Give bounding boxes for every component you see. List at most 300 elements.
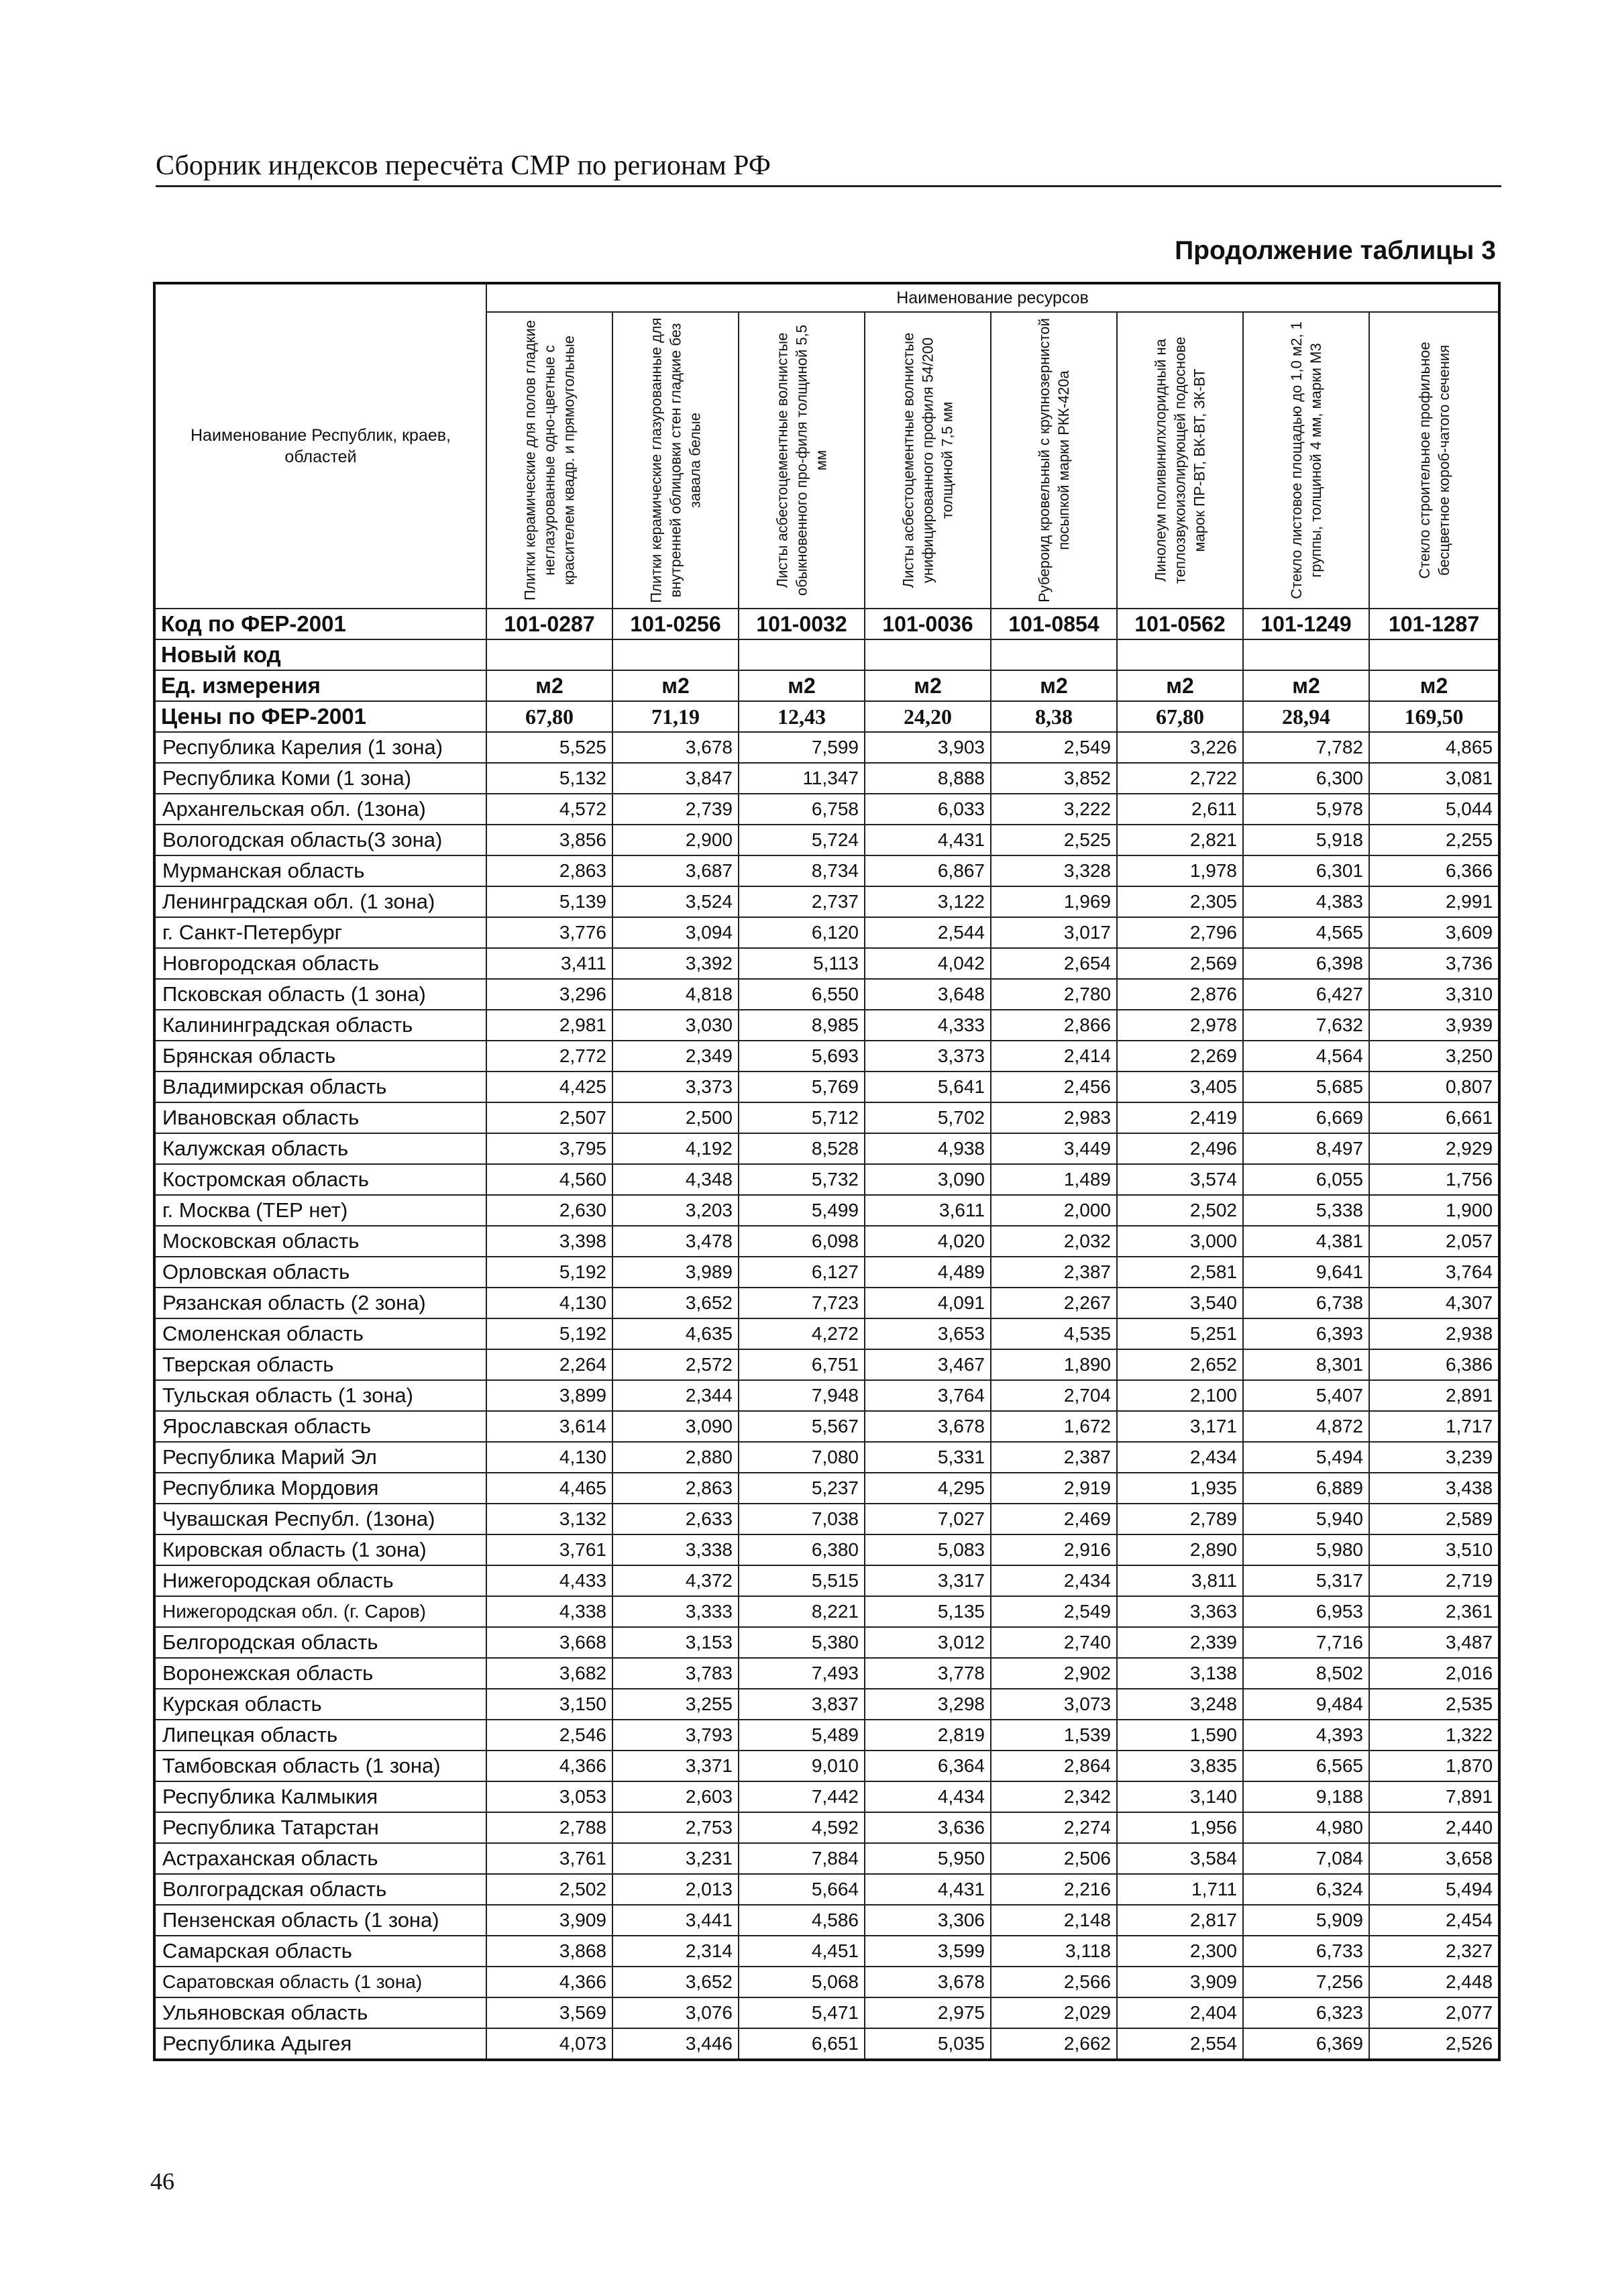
index-value: 3,405	[1117, 1072, 1243, 1102]
index-value: 2,032	[991, 1226, 1117, 1257]
index-value: 2,652	[1117, 1349, 1243, 1380]
index-value: 3,012	[865, 1627, 991, 1658]
index-value: 2,502	[486, 1874, 612, 1905]
index-value: 5,499	[739, 1195, 865, 1226]
index-value: 2,789	[1117, 1504, 1243, 1534]
index-value: 3,392	[612, 948, 739, 979]
index-value: 4,333	[865, 1010, 991, 1041]
index-value: 2,314	[612, 1936, 739, 1967]
index-value: 3,363	[1117, 1596, 1243, 1627]
index-value: 2,148	[991, 1905, 1117, 1936]
index-value: 1,322	[1369, 1720, 1499, 1751]
index-value: 6,055	[1243, 1164, 1369, 1195]
index-value: 7,080	[739, 1442, 865, 1473]
index-value: 2,349	[612, 1041, 739, 1072]
price-cell: 67,80	[1117, 701, 1243, 732]
index-value: 3,761	[486, 1843, 612, 1874]
resource-column-title: Линолеум поливинилхлоридный на теплозвукоизолирующей подоснове марок ПР-ВТ, ВК-ВТ, ЗК-ВТ	[1152, 336, 1208, 584]
index-value: 2,740	[991, 1627, 1117, 1658]
index-value: 4,865	[1369, 732, 1499, 763]
index-value: 4,434	[865, 1781, 991, 1812]
index-value: 5,940	[1243, 1504, 1369, 1534]
index-value: 2,978	[1117, 1010, 1243, 1041]
index-value: 6,669	[1243, 1102, 1369, 1133]
unit-cell: м2	[1117, 670, 1243, 701]
table-row	[154, 1349, 1499, 1380]
index-value: 5,489	[739, 1720, 865, 1751]
new-code-cell	[865, 639, 991, 670]
index-value: 6,393	[1243, 1318, 1369, 1349]
index-value: 3,837	[739, 1689, 865, 1720]
index-value: 2,633	[612, 1504, 739, 1534]
index-value: 3,017	[991, 917, 1117, 948]
unit-cell: м2	[991, 670, 1117, 701]
region-name: Тверская область	[154, 1349, 486, 1380]
index-value: 3,150	[486, 1689, 612, 1720]
table-row	[154, 1010, 1499, 1041]
table-row	[154, 2028, 1499, 2060]
resource-column-title: Плитки керамические для полов гладкие неглазурованные одно-цветные с красителем квадр. и прямоугольные	[521, 319, 578, 601]
table-row	[154, 1041, 1499, 1072]
index-value: 2,456	[991, 1072, 1117, 1102]
index-value: 3,239	[1369, 1442, 1499, 1473]
index-value: 7,599	[739, 732, 865, 763]
index-value: 6,301	[1243, 855, 1369, 886]
table-row	[154, 1812, 1499, 1843]
index-value: 3,652	[612, 1967, 739, 1997]
index-value: 6,398	[1243, 948, 1369, 979]
table-row	[154, 732, 1499, 763]
index-value: 3,652	[612, 1288, 739, 1318]
index-value: 3,783	[612, 1658, 739, 1689]
new-code-row	[154, 639, 1499, 670]
price-label: Цены по ФЕР-2001	[154, 701, 486, 732]
index-value: 5,317	[1243, 1565, 1369, 1596]
region-name: Ивановская область	[154, 1102, 486, 1133]
table-row	[154, 1720, 1499, 1751]
index-value: 2,611	[1117, 794, 1243, 825]
resource-column-title: Листы асбестоцементные волнистые унифицированного профиля 54/200 толщиной 7,5 мм	[900, 332, 956, 588]
index-value: 3,140	[1117, 1781, 1243, 1812]
index-value: 2,013	[612, 1874, 739, 1905]
index-value: 1,900	[1369, 1195, 1499, 1226]
index-value: 3,899	[486, 1380, 612, 1411]
region-name: Республика Калмыкия	[154, 1781, 486, 1812]
index-value: 4,433	[486, 1565, 612, 1596]
index-value: 6,380	[739, 1534, 865, 1565]
region-name: Курская область	[154, 1689, 486, 1720]
index-value: 3,373	[865, 1041, 991, 1072]
index-value: 5,044	[1369, 794, 1499, 825]
table-row	[154, 1411, 1499, 1442]
index-value: 4,425	[486, 1072, 612, 1102]
index-value: 1,969	[991, 886, 1117, 917]
table-row	[154, 1534, 1499, 1565]
index-value: 4,572	[486, 794, 612, 825]
price-row	[154, 701, 1499, 732]
table-row	[154, 855, 1499, 886]
index-value: 3,778	[865, 1658, 991, 1689]
index-value: 4,338	[486, 1596, 612, 1627]
index-value: 11,347	[739, 763, 865, 794]
index-value: 2,780	[991, 979, 1117, 1010]
index-value: 8,301	[1243, 1349, 1369, 1380]
table-row	[154, 1751, 1499, 1781]
index-value: 7,493	[739, 1658, 865, 1689]
unit-cell: м2	[486, 670, 612, 701]
index-value: 3,909	[486, 1905, 612, 1936]
resource-column-title: Стекло листовое площадью до 1,0 м2, 1 группы, толщиной 4 мм, марки М3	[1288, 321, 1324, 599]
region-name: Астраханская область	[154, 1843, 486, 1874]
region-name: Костромская область	[154, 1164, 486, 1195]
index-value: 2,880	[612, 1442, 739, 1473]
index-value: 2,569	[1117, 948, 1243, 979]
table-row	[154, 1997, 1499, 2028]
resource-column-header	[486, 312, 612, 609]
table-row	[154, 1596, 1499, 1627]
region-name: Республика Коми (1 зона)	[154, 763, 486, 794]
region-name: Чувашская Республ. (1зона)	[154, 1504, 486, 1534]
index-value: 2,525	[991, 825, 1117, 855]
index-value: 5,338	[1243, 1195, 1369, 1226]
index-value: 3,000	[1117, 1226, 1243, 1257]
index-value: 2,589	[1369, 1504, 1499, 1534]
index-value: 4,366	[486, 1967, 612, 1997]
index-value: 2,029	[991, 1997, 1117, 2028]
index-value: 1,756	[1369, 1164, 1499, 1195]
index-value: 2,339	[1117, 1627, 1243, 1658]
code-cell: 101-0032	[739, 609, 865, 639]
table-row	[154, 1504, 1499, 1534]
price-cell: 71,19	[612, 701, 739, 732]
index-value: 2,269	[1117, 1041, 1243, 1072]
index-value: 4,489	[865, 1257, 991, 1288]
index-value: 1,870	[1369, 1751, 1499, 1781]
index-value: 6,565	[1243, 1751, 1369, 1781]
index-value: 3,614	[486, 1411, 612, 1442]
index-value: 2,016	[1369, 1658, 1499, 1689]
index-value: 4,818	[612, 979, 739, 1010]
index-value: 2,404	[1117, 1997, 1243, 2028]
table-row	[154, 825, 1499, 855]
page-number: 46	[150, 2168, 174, 2195]
code-cell: 101-1287	[1369, 609, 1499, 639]
index-value: 2,000	[991, 1195, 1117, 1226]
index-value: 3,678	[865, 1967, 991, 1997]
index-value: 2,434	[1117, 1442, 1243, 1473]
new-code-cell	[486, 639, 612, 670]
index-value: 3,122	[865, 886, 991, 917]
region-name: Республика Мордовия	[154, 1473, 486, 1504]
index-value: 2,866	[991, 1010, 1117, 1041]
index-value: 3,203	[612, 1195, 739, 1226]
region-name: Мурманская область	[154, 855, 486, 886]
region-column-header: Наименование Республик, краев, областей	[154, 283, 486, 609]
code-label: Код по ФЕР-2001	[154, 609, 486, 639]
index-value: 3,636	[865, 1812, 991, 1843]
index-value: 6,364	[865, 1751, 991, 1781]
index-value: 3,682	[486, 1658, 612, 1689]
index-value: 3,222	[991, 794, 1117, 825]
index-value: 3,653	[865, 1318, 991, 1349]
region-name: Ленинградская обл. (1 зона)	[154, 886, 486, 917]
index-value: 2,344	[612, 1380, 739, 1411]
index-value: 2,772	[486, 1041, 612, 1072]
index-value: 2,526	[1369, 2028, 1499, 2060]
index-value: 8,734	[739, 855, 865, 886]
index-value: 3,231	[612, 1843, 739, 1874]
index-value: 2,863	[612, 1473, 739, 1504]
index-value: 2,566	[991, 1967, 1117, 1997]
index-value: 4,295	[865, 1473, 991, 1504]
index-value: 3,658	[1369, 1843, 1499, 1874]
index-value: 1,956	[1117, 1812, 1243, 1843]
index-value: 3,761	[486, 1534, 612, 1565]
index-value: 2,361	[1369, 1596, 1499, 1627]
region-name: Архангельская обл. (1зона)	[154, 794, 486, 825]
index-value: 6,733	[1243, 1936, 1369, 1967]
table-row	[154, 1133, 1499, 1164]
index-value: 3,081	[1369, 763, 1499, 794]
index-value: 4,130	[486, 1288, 612, 1318]
index-value: 7,891	[1369, 1781, 1499, 1812]
index-value: 2,549	[991, 1596, 1117, 1627]
index-value: 1,717	[1369, 1411, 1499, 1442]
table-row	[154, 794, 1499, 825]
index-value: 2,502	[1117, 1195, 1243, 1226]
index-value: 5,515	[739, 1565, 865, 1596]
index-value: 3,569	[486, 1997, 612, 2028]
index-value: 2,863	[486, 855, 612, 886]
region-name: Вологодская область(3 зона)	[154, 825, 486, 855]
index-value: 5,083	[865, 1534, 991, 1565]
index-value: 8,497	[1243, 1133, 1369, 1164]
index-value: 2,507	[486, 1102, 612, 1133]
index-value: 3,487	[1369, 1627, 1499, 1658]
table-row	[154, 886, 1499, 917]
index-value: 2,414	[991, 1041, 1117, 1072]
index-value: 3,852	[991, 763, 1117, 794]
table-row	[154, 1288, 1499, 1318]
table-row	[154, 1102, 1499, 1133]
index-value: 3,094	[612, 917, 739, 948]
index-value: 2,719	[1369, 1565, 1499, 1596]
index-value: 5,139	[486, 886, 612, 917]
index-value: 3,153	[612, 1627, 739, 1658]
index-value: 1,672	[991, 1411, 1117, 1442]
index-value: 7,716	[1243, 1627, 1369, 1658]
index-value: 2,535	[1369, 1689, 1499, 1720]
index-value: 4,980	[1243, 1812, 1369, 1843]
index-value: 6,369	[1243, 2028, 1369, 2060]
new-code-cell	[612, 639, 739, 670]
index-value: 3,306	[865, 1905, 991, 1936]
index-value: 5,192	[486, 1318, 612, 1349]
table-row	[154, 1072, 1499, 1102]
index-value: 3,132	[486, 1504, 612, 1534]
index-value: 3,118	[991, 1936, 1117, 1967]
index-value: 0,807	[1369, 1072, 1499, 1102]
index-value: 6,300	[1243, 763, 1369, 794]
index-value: 3,333	[612, 1596, 739, 1627]
table-row	[154, 1627, 1499, 1658]
region-name: Самарская область	[154, 1936, 486, 1967]
index-value: 3,411	[486, 948, 612, 979]
index-value: 4,192	[612, 1133, 739, 1164]
region-name: Смоленская область	[154, 1318, 486, 1349]
index-value: 2,753	[612, 1812, 739, 1843]
index-value: 2,305	[1117, 886, 1243, 917]
new-code-cell	[1117, 639, 1243, 670]
index-value: 6,661	[1369, 1102, 1499, 1133]
index-value: 2,929	[1369, 1133, 1499, 1164]
index-value: 2,469	[991, 1504, 1117, 1534]
index-value: 4,042	[865, 948, 991, 979]
index-value: 5,525	[486, 732, 612, 763]
index-value: 5,068	[739, 1967, 865, 1997]
index-value: 9,484	[1243, 1689, 1369, 1720]
index-value: 3,338	[612, 1534, 739, 1565]
index-value: 3,510	[1369, 1534, 1499, 1565]
index-value: 2,890	[1117, 1534, 1243, 1565]
unit-cell: м2	[1369, 670, 1499, 701]
index-value: 7,782	[1243, 732, 1369, 763]
index-value: 2,722	[1117, 763, 1243, 794]
index-value: 5,909	[1243, 1905, 1369, 1936]
region-name: Орловская область	[154, 1257, 486, 1288]
index-value: 3,296	[486, 979, 612, 1010]
index-value: 3,687	[612, 855, 739, 886]
index-value: 3,764	[1369, 1257, 1499, 1288]
index-value: 4,938	[865, 1133, 991, 1164]
resource-column-title: Рубероид кровельный с крупнозернистой посыпкой марки РКК-420а	[1036, 318, 1072, 603]
new-code-label: Новый код	[154, 639, 486, 670]
index-value: 3,226	[1117, 732, 1243, 763]
index-value: 5,693	[739, 1041, 865, 1072]
index-value: 5,918	[1243, 825, 1369, 855]
index-value: 5,407	[1243, 1380, 1369, 1411]
resource-column-header	[865, 312, 991, 609]
index-value: 2,549	[991, 732, 1117, 763]
table-row	[154, 1380, 1499, 1411]
index-value: 2,796	[1117, 917, 1243, 948]
index-value: 2,440	[1369, 1812, 1499, 1843]
table-row	[154, 1473, 1499, 1504]
region-name: Республика Адыгея	[154, 2028, 486, 2060]
index-value: 2,057	[1369, 1226, 1499, 1257]
index-value: 2,454	[1369, 1905, 1499, 1936]
index-value: 2,654	[991, 948, 1117, 979]
region-name: Пензенская область (1 зона)	[154, 1905, 486, 1936]
index-value: 2,274	[991, 1812, 1117, 1843]
new-code-cell	[1369, 639, 1499, 670]
index-value: 4,635	[612, 1318, 739, 1349]
index-value: 2,300	[1117, 1936, 1243, 1967]
index-value: 5,494	[1243, 1442, 1369, 1473]
index-value: 5,113	[739, 948, 865, 979]
region-name: Новгородская область	[154, 948, 486, 979]
index-value: 2,554	[1117, 2028, 1243, 2060]
unit-row	[154, 670, 1499, 701]
region-name: Брянская область	[154, 1041, 486, 1072]
index-value: 2,327	[1369, 1936, 1499, 1967]
region-name: Калининградская область	[154, 1010, 486, 1041]
region-name: Ярославская область	[154, 1411, 486, 1442]
resource-column-header	[991, 312, 1117, 609]
index-value: 3,909	[1117, 1967, 1243, 1997]
index-value: 3,053	[486, 1781, 612, 1812]
index-value: 5,702	[865, 1102, 991, 1133]
index-value: 5,192	[486, 1257, 612, 1288]
index-value: 3,648	[865, 979, 991, 1010]
index-value: 6,120	[739, 917, 865, 948]
index-value: 3,795	[486, 1133, 612, 1164]
index-value: 1,890	[991, 1349, 1117, 1380]
index-value: 2,662	[991, 2028, 1117, 2060]
index-value: 2,387	[991, 1442, 1117, 1473]
region-name: Республика Марий Эл	[154, 1442, 486, 1473]
index-value: 3,939	[1369, 1010, 1499, 1041]
index-value: 3,310	[1369, 979, 1499, 1010]
index-value: 3,793	[612, 1720, 739, 1751]
resource-index-table	[153, 282, 1501, 2061]
index-value: 2,077	[1369, 1997, 1499, 2028]
index-value: 2,216	[991, 1874, 1117, 1905]
index-value: 6,889	[1243, 1473, 1369, 1504]
unit-cell: м2	[865, 670, 991, 701]
index-value: 5,712	[739, 1102, 865, 1133]
price-cell: 67,80	[486, 701, 612, 732]
index-value: 5,732	[739, 1164, 865, 1195]
index-value: 9,010	[739, 1751, 865, 1781]
index-value: 1,539	[991, 1720, 1117, 1751]
index-value: 3,138	[1117, 1658, 1243, 1689]
index-value: 4,872	[1243, 1411, 1369, 1442]
index-value: 5,685	[1243, 1072, 1369, 1102]
code-cell: 101-1249	[1243, 609, 1369, 639]
index-value: 2,100	[1117, 1380, 1243, 1411]
index-value: 2,448	[1369, 1967, 1499, 1997]
table-row	[154, 1936, 1499, 1967]
index-value: 8,985	[739, 1010, 865, 1041]
index-value: 2,938	[1369, 1318, 1499, 1349]
price-cell: 169,50	[1369, 701, 1499, 732]
index-value: 3,678	[612, 732, 739, 763]
index-value: 3,764	[865, 1380, 991, 1411]
index-value: 5,641	[865, 1072, 991, 1102]
resource-column-header	[1243, 312, 1369, 609]
index-value: 7,884	[739, 1843, 865, 1874]
index-value: 5,132	[486, 763, 612, 794]
index-value: 3,076	[612, 1997, 739, 2028]
index-value: 2,387	[991, 1257, 1117, 1288]
index-value: 1,711	[1117, 1874, 1243, 1905]
index-value: 4,307	[1369, 1288, 1499, 1318]
code-cell: 101-0854	[991, 609, 1117, 639]
table-row	[154, 1257, 1499, 1288]
index-value: 7,442	[739, 1781, 865, 1812]
region-name: Кировская область (1 зона)	[154, 1534, 486, 1565]
index-value: 4,091	[865, 1288, 991, 1318]
index-value: 3,811	[1117, 1565, 1243, 1596]
index-value: 6,427	[1243, 979, 1369, 1010]
index-value: 3,668	[486, 1627, 612, 1658]
index-value: 3,574	[1117, 1164, 1243, 1195]
index-value: 3,171	[1117, 1411, 1243, 1442]
index-value: 4,592	[739, 1812, 865, 1843]
table-row	[154, 1226, 1499, 1257]
index-value: 3,328	[991, 855, 1117, 886]
